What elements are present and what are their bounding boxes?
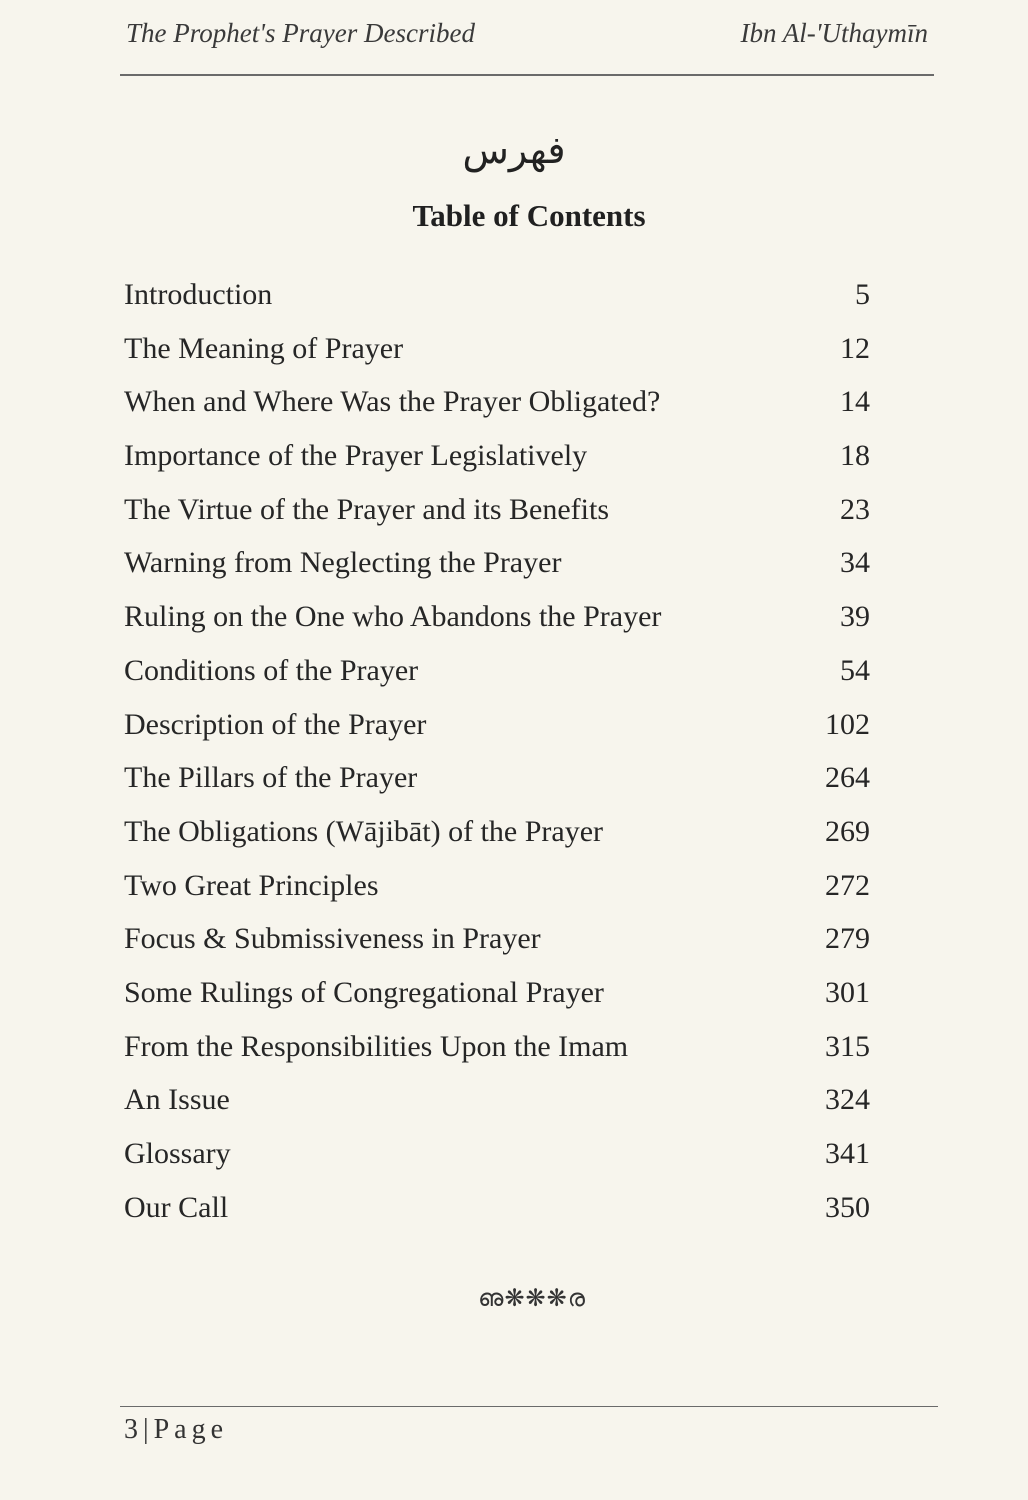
toc-entry-page: 14 bbox=[840, 385, 870, 419]
toc-entry-title: Glossary bbox=[124, 1137, 231, 1170]
toc-entry[interactable] bbox=[124, 594, 872, 648]
toc-entry-page: 350 bbox=[825, 1190, 870, 1224]
toc-entry-page: 324 bbox=[825, 1083, 870, 1117]
table-of-contents bbox=[124, 272, 872, 1238]
toc-entry-title: The Meaning of Prayer bbox=[124, 331, 404, 365]
toc-entry-title: From the Responsibilities Upon the Imam bbox=[124, 1029, 629, 1063]
toc-entry[interactable] bbox=[124, 379, 872, 433]
footer-divider bbox=[120, 1406, 938, 1407]
toc-entry-page: 34 bbox=[840, 546, 870, 580]
toc-entry-page: 272 bbox=[825, 868, 870, 902]
toc-entry-page: 39 bbox=[840, 600, 870, 634]
toc-entry[interactable] bbox=[124, 648, 872, 702]
toc-entry[interactable] bbox=[124, 487, 872, 541]
toc-entry-page: 264 bbox=[825, 761, 870, 795]
toc-entry[interactable] bbox=[124, 863, 872, 917]
toc-entry[interactable] bbox=[124, 809, 872, 863]
toc-entry-title: Introduction bbox=[124, 278, 273, 311]
toc-entry[interactable] bbox=[124, 702, 872, 756]
toc-entry[interactable] bbox=[124, 1131, 872, 1185]
toc-entry[interactable] bbox=[124, 1185, 872, 1239]
toc-entry-title: Conditions of the Prayer bbox=[124, 653, 419, 687]
toc-entry[interactable] bbox=[124, 1077, 872, 1131]
toc-entry-title: The Obligations (Wājibāt) of the Prayer bbox=[124, 814, 604, 848]
toc-entry-page: 12 bbox=[840, 331, 870, 365]
toc-entry-title: An Issue bbox=[124, 1083, 230, 1117]
toc-entry[interactable] bbox=[124, 755, 872, 809]
toc-title: Table of Contents bbox=[412, 198, 646, 233]
header-author: Ibn Al-'Uthaymīn bbox=[740, 18, 928, 48]
toc-entry[interactable] bbox=[124, 1024, 872, 1078]
toc-entry-page: 23 bbox=[840, 492, 870, 526]
toc-entry-page: 301 bbox=[825, 975, 870, 1009]
header-book-title: The Prophet's Prayer Described bbox=[126, 18, 475, 48]
toc-entry-page: 269 bbox=[825, 814, 870, 848]
toc-entry-title: The Pillars of the Prayer bbox=[124, 761, 418, 795]
toc-entry-title: Importance of the Prayer Legislatively bbox=[124, 439, 588, 473]
toc-entry-title: Two Great Principles bbox=[124, 868, 379, 902]
toc-entry-page: 18 bbox=[840, 439, 870, 473]
toc-entry-title: The Virtue of the Prayer and its Benefits bbox=[124, 492, 610, 526]
running-header bbox=[122, 18, 932, 58]
page-number: 3|Page bbox=[124, 1414, 229, 1445]
toc-entry-page: 341 bbox=[825, 1137, 870, 1170]
toc-entry-title: Focus & Submissiveness in Prayer bbox=[124, 922, 541, 956]
toc-entry-title: Our Call bbox=[124, 1190, 229, 1224]
toc-entry[interactable] bbox=[124, 916, 872, 970]
toc-entry-page: 315 bbox=[825, 1029, 870, 1063]
toc-entry-title: When and Where Was the Prayer Obligated? bbox=[124, 385, 661, 419]
toc-entry-page: 102 bbox=[825, 707, 870, 741]
toc-entry-page: 5 bbox=[855, 278, 870, 311]
toc-entry[interactable] bbox=[124, 970, 872, 1024]
toc-entry[interactable] bbox=[124, 540, 872, 594]
toc-entry[interactable] bbox=[124, 433, 872, 487]
toc-entry-title: Ruling on the One who Abandons the Prayer bbox=[124, 600, 662, 634]
ornament-divider: ഌ❋❋❋ര bbox=[478, 1284, 586, 1312]
toc-entry[interactable] bbox=[124, 326, 872, 380]
toc-entry-title: Description of the Prayer bbox=[124, 707, 427, 741]
toc-entry-page: 279 bbox=[825, 922, 870, 956]
toc-entry-title: Some Rulings of Congregational Prayer bbox=[124, 975, 604, 1009]
arabic-heading: فهرس bbox=[462, 128, 566, 172]
toc-entry[interactable] bbox=[124, 272, 872, 326]
toc-entry-page: 54 bbox=[840, 653, 870, 687]
header-divider bbox=[120, 74, 934, 76]
toc-entry-title: Warning from Neglecting the Prayer bbox=[124, 546, 562, 580]
